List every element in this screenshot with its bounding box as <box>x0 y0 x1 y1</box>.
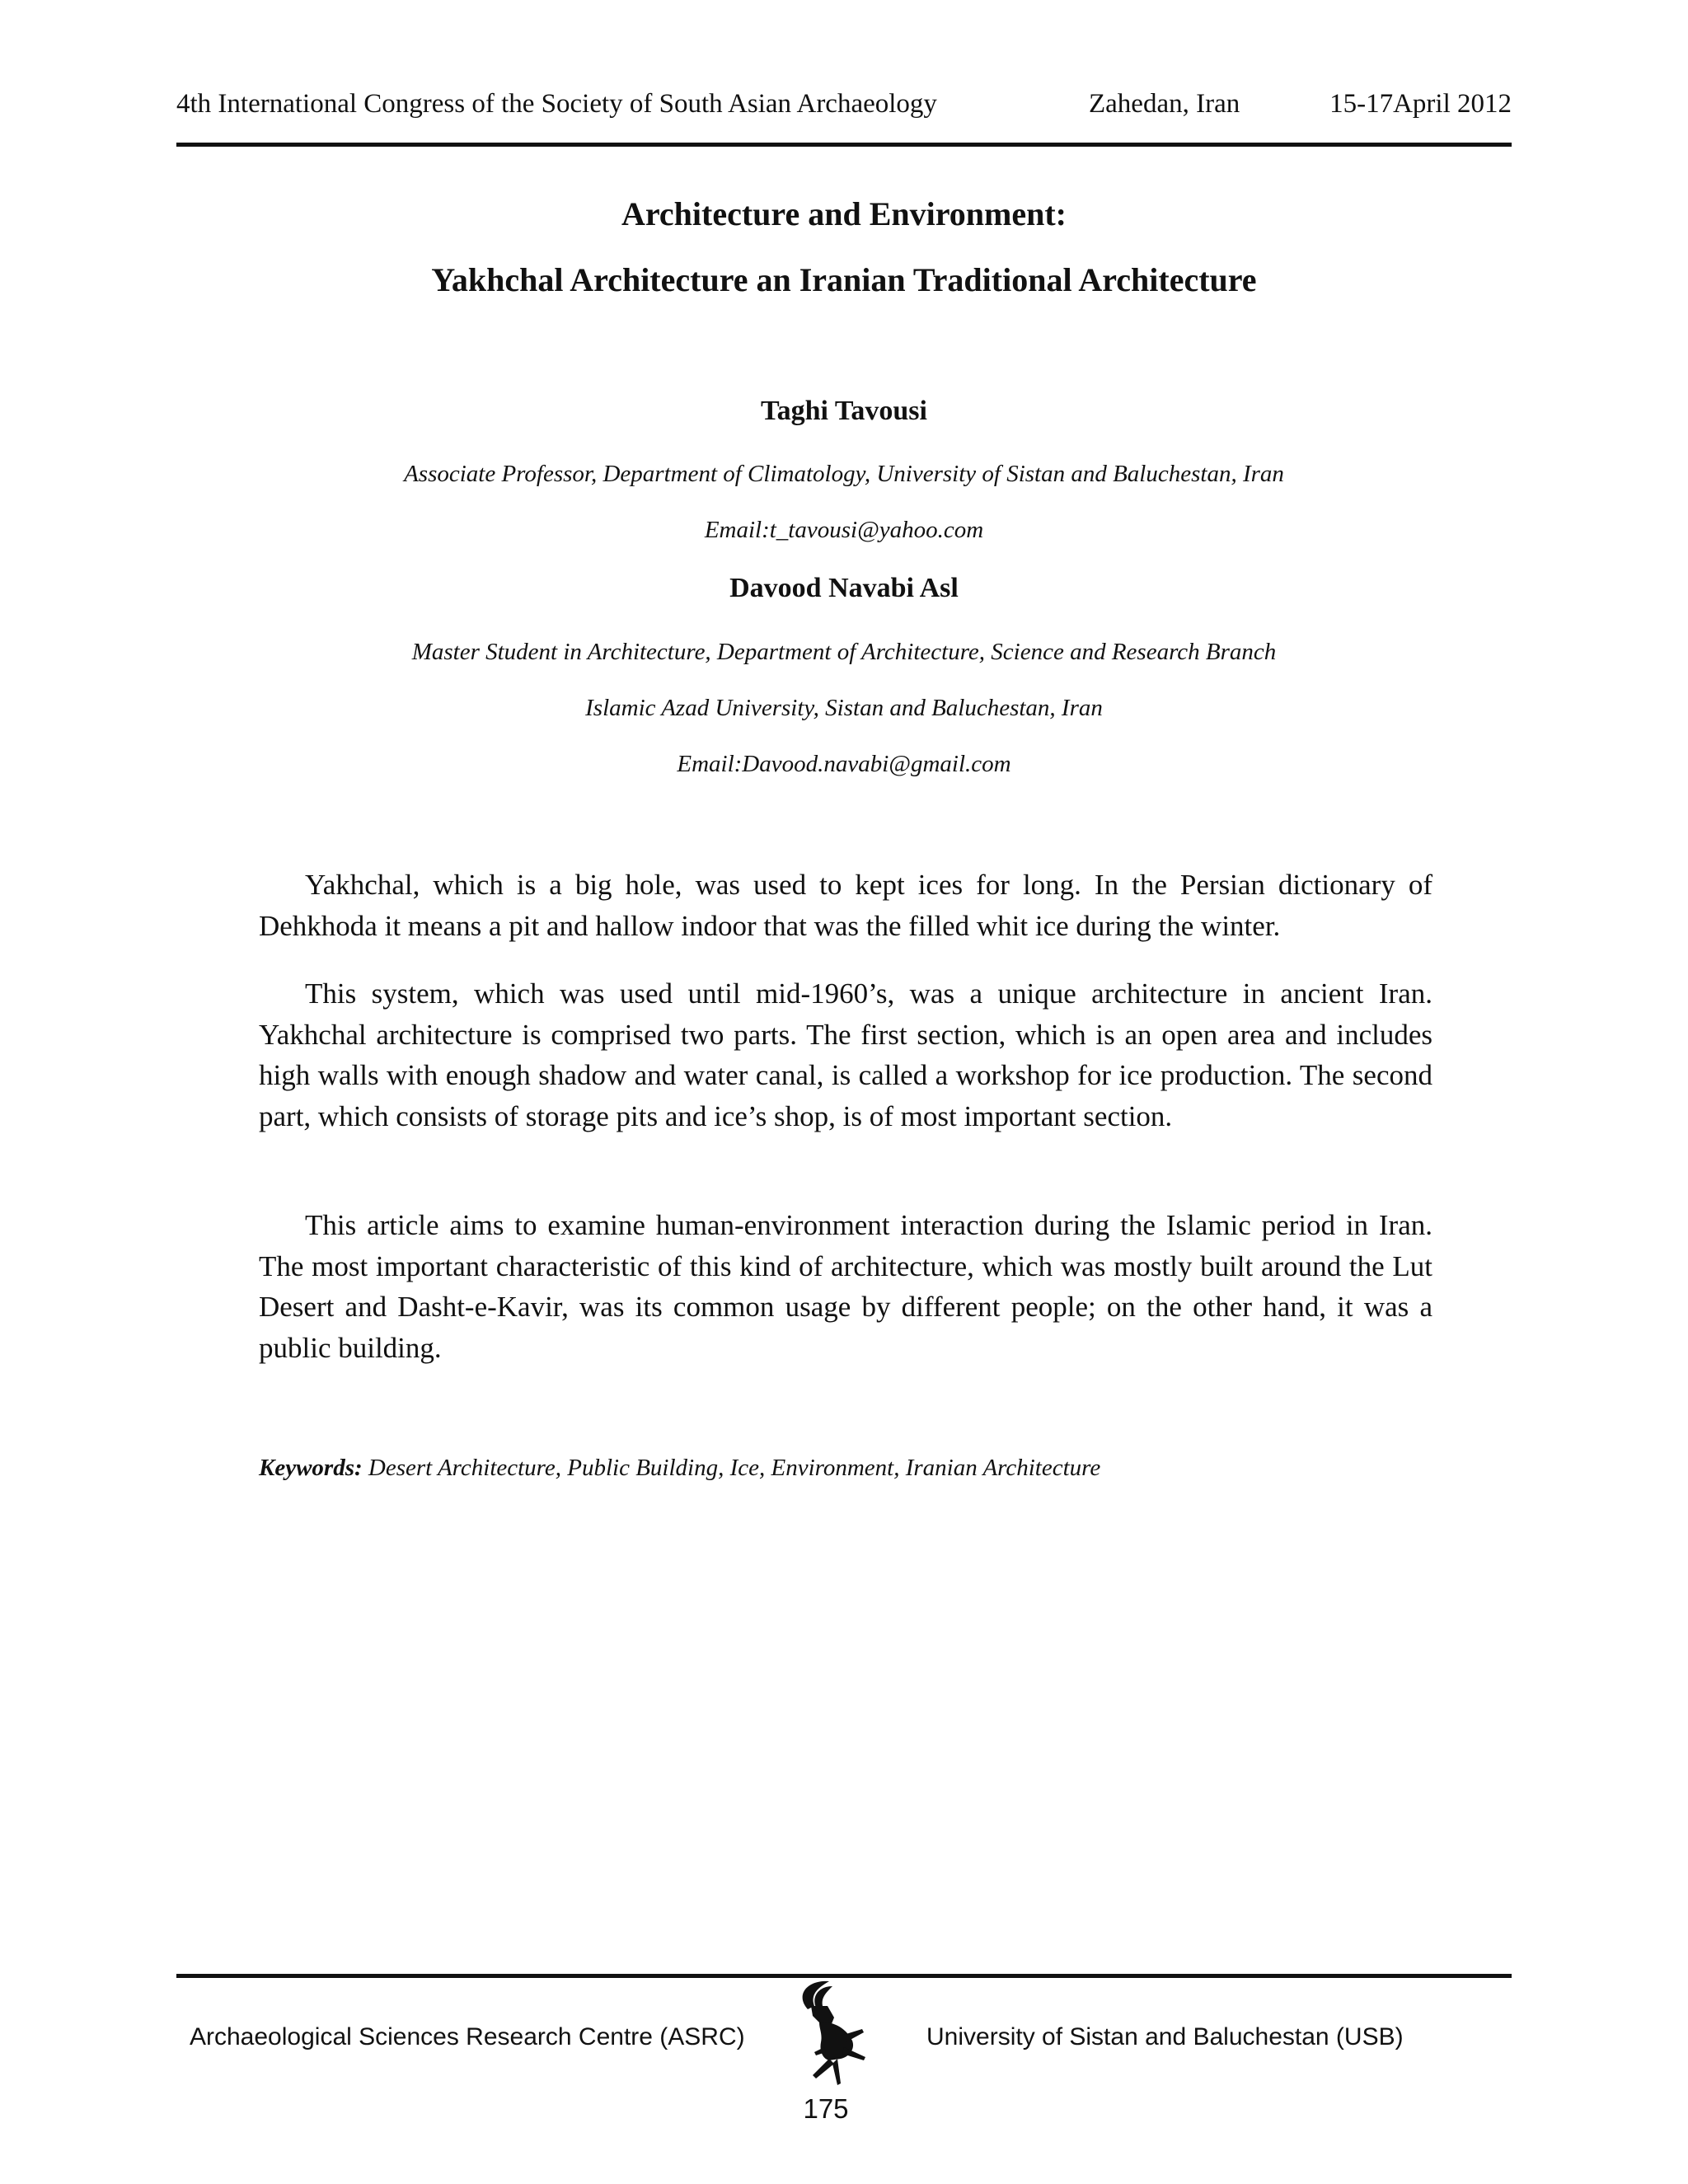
paper-title-line-1: Architecture and Environment: <box>621 195 1067 232</box>
abstract-paragraph-2-text: This system, which was used until mid-1960’s, was a unique architecture in ancient Iran. Yakhchal architecture is comprised two parts. The first section, which is an open area and includes high walls with enough shadow and water canal, is called a workshop for ice production. The second part, which consists of storage pits and ice’s shop, is of most important section. <box>259 977 1432 1132</box>
header-dates: 15-17April 2012 <box>1329 89 1512 119</box>
running-header <box>176 89 1512 130</box>
author-email-2: Email:Davood.navabi@gmail.com <box>677 751 1011 777</box>
paper-title-line-2: Yakhchal Architecture an Iranian Traditional Architecture <box>431 261 1257 298</box>
footer-usb: University of Sistan and Baluchestan (USB) <box>926 2023 1404 2050</box>
ibex-logo-icon <box>783 1978 874 2093</box>
keywords-text: Desert Architecture, Public Building, Ice, Environment, Iranian Architecture <box>368 1455 1101 1481</box>
author-name-2: Davood Navabi Asl <box>729 573 959 603</box>
author-affiliation-1: Associate Professor, Department of Climatology, University of Sistan and Baluchestan, Iran <box>404 461 1284 487</box>
page-number: 175 <box>803 2093 849 2124</box>
abstract-paragraph-1 <box>259 865 1432 946</box>
keywords-line <box>259 1455 1495 1482</box>
abstract-paragraph-1-text: Yakhchal, which is a big hole, was used to kept ices for long. In the Persian dictionary of Dehkhoda it means a pit and hallow indoor that was the filled whit ice during the winter. <box>259 869 1432 942</box>
author-affiliation-2-line-1: Master Student in Architecture, Department of Architecture, Science and Research Branch <box>411 639 1277 665</box>
author-name-1: Taghi Tavousi <box>761 396 927 426</box>
header-location: Zahedan, Iran <box>1089 89 1240 119</box>
abstract-paragraph-3 <box>259 1205 1432 1368</box>
footer-asrc: Archaeological Sciences Research Centre (ASRC) <box>190 2023 745 2050</box>
author-affiliation-2-line-2: Islamic Azad University, Sistan and Baluchestan, Iran <box>585 695 1103 721</box>
keywords-label: Keywords: <box>259 1455 363 1481</box>
header-rule <box>176 143 1512 147</box>
abstract-paragraph-3-text: This article aims to examine human-environment interaction during the Islamic period in Iran. The most important characteristic of this kind of architecture, which was mostly built around the Lut Desert and Dasht-e-Kavir, was its common usage by different people; on the other hand, it was a public building. <box>259 1209 1432 1364</box>
header-conference: 4th International Congress of the Society of South Asian Archaeology <box>176 89 937 119</box>
author-email-1: Email:t_tavousi@yahoo.com <box>704 517 984 543</box>
abstract-paragraph-2 <box>259 973 1432 1137</box>
